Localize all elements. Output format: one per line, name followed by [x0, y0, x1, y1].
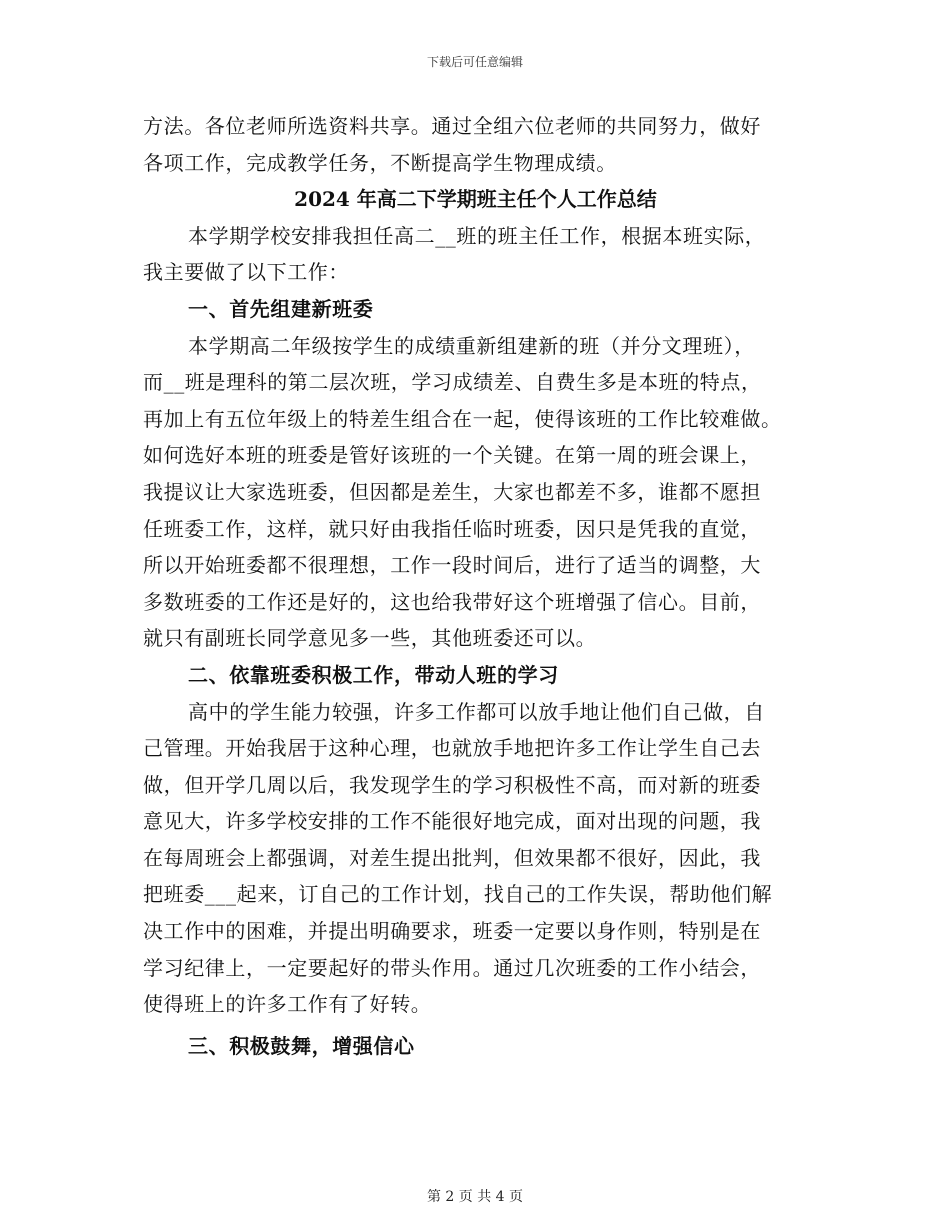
body-line: 各项工作，完成教学任务，不断提高学生物理成绩。: [143, 150, 617, 175]
body-line: 方法。各位老师所选资料共享。通过全组六位老师的共同努力，做好: [143, 114, 761, 138]
body-line: 再加上有五位年级上的特差生组合在一起，使得该班的工作比较难做。: [143, 406, 782, 431]
body-line: 就只有副班长同学意见多一些，其他班委还可以。: [143, 626, 597, 651]
paragraph-first-line: 高中的学生能力较强，许多工作都可以放手地让他们自己做，自: [188, 699, 765, 724]
body-line: 我主要做了以下工作：: [143, 260, 349, 285]
body-line: 学习纪律上，一定要起好的带头作用。通过几次班委的工作小结会，: [143, 955, 761, 980]
body-line: 而__班是理科的第二层次班，学习成绩差、自费生多是本班的特点，: [143, 370, 762, 395]
document-title: 2024 年高二下学期班主任个人工作总结: [294, 187, 657, 212]
paragraph-first-line: 本学期高二年级按学生的成绩重新组建新的班（并分文理班），: [188, 333, 755, 358]
body-line: 意见大，许多学校安排的工作不能很好地完成，面对出现的问题，我: [143, 809, 761, 834]
body-line: 把班委___起来，订自己的工作计划，找自己的工作失误，帮助他们解: [143, 882, 773, 907]
body-line: 如何选好本班的班委是管好该班的一个关键。在第一周的班会课上，: [143, 443, 761, 468]
section-heading-3: 三、积极鼓舞，增强信心: [188, 1033, 415, 1058]
body-line: 多数班委的工作还是好的，这也给我带好这个班增强了信心。目前，: [143, 589, 761, 614]
body-line: 使得班上的许多工作有了好转。: [143, 992, 432, 1017]
document-body: [143, 108, 808, 1064]
body-line: 在每周班会上都强调，对差生提出批判，但效果都不很好，因此，我: [143, 845, 761, 870]
body-line: 我提议让大家选班委，但因都是差生，大家也都差不多，谁都不愿担: [143, 479, 761, 504]
body-line: 任班委工作，这样，就只好由我指任临时班委，因只是凭我的直觉，: [143, 516, 761, 541]
section-heading-1: 一、首先组建新班委: [188, 296, 374, 321]
body-line: 决工作中的困难，并提出明确要求，班委一定要以身作则，特别是在: [143, 919, 761, 944]
page-footer: 第 2 页 共 4 页: [426, 1189, 524, 1205]
page-header: 下载后可任意编辑: [426, 55, 523, 69]
section-heading-2: 二、依靠班委积极工作，带动人班的学习: [188, 662, 559, 687]
paragraph-first-line: 本学期学校安排我担任高二__班的班主任工作，根据本班实际，: [188, 223, 766, 248]
body-line: 做，但开学几周以后，我发现学生的学习积极性不高，而对新的班委: [143, 772, 761, 797]
body-line: 己管理。开始我居于这种心理，也就放手地把许多工作让学生自己去: [143, 736, 761, 761]
body-line: 所以开始班委都不很理想，工作一段时间后，进行了适当的调整，大: [143, 553, 761, 578]
